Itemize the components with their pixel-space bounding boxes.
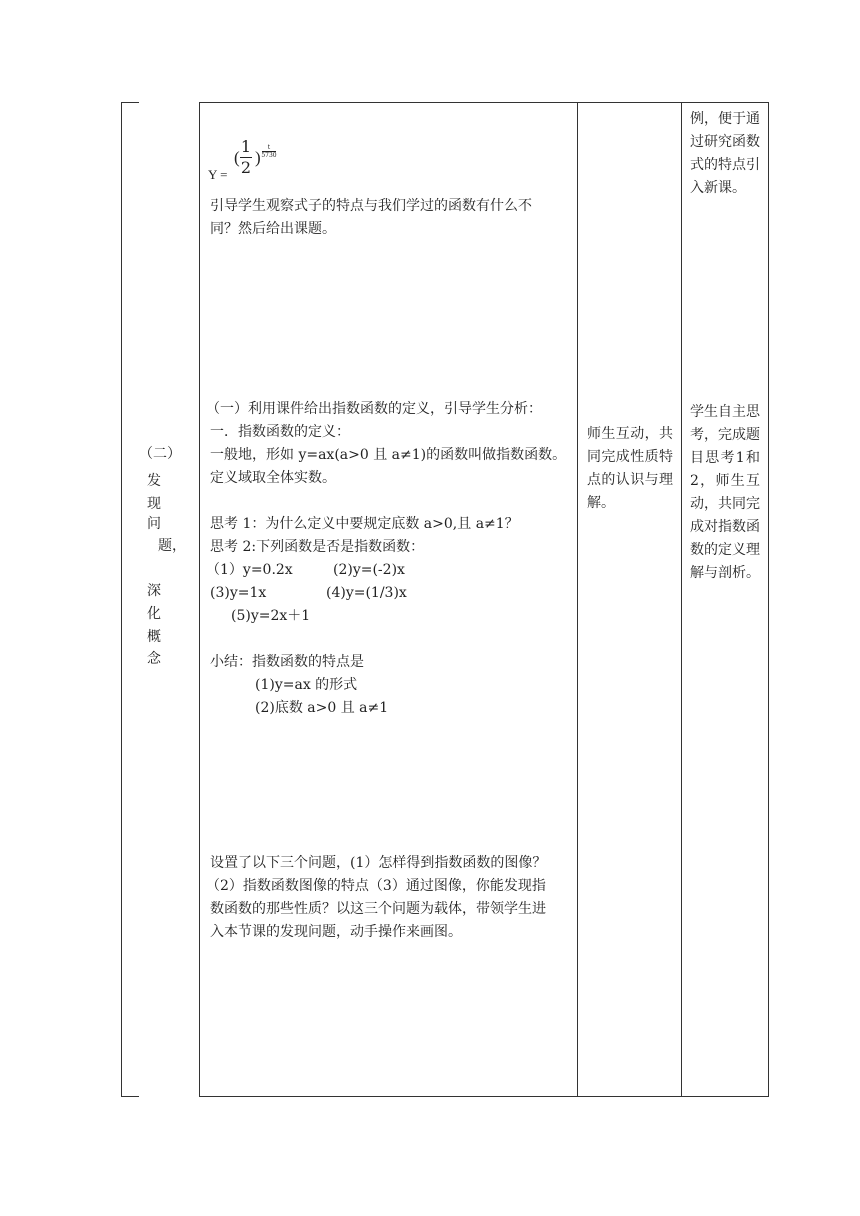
- column-divider-2: [577, 102, 578, 1097]
- stage-label-line: 题，: [158, 538, 186, 554]
- formula-exponent: [261, 144, 277, 159]
- stage-label-line: 化: [147, 606, 161, 622]
- stage-label-line: 问: [147, 516, 161, 532]
- formula-lhs: Y =: [208, 167, 228, 182]
- intro-line: 同？然后给出课题。: [210, 221, 336, 237]
- example-2: (2)y=(-2)x: [333, 562, 405, 578]
- graph-question-line: 设置了以下三个问题，(1）怎样得到指数函数的图像？: [210, 855, 547, 871]
- teacher-activity-text: 师生互动，共同完成性质特点的认识与理解。: [587, 426, 673, 511]
- example-3: (3)y=1x: [210, 585, 267, 601]
- definition-line: 一．指数函数的定义：: [210, 424, 350, 440]
- column-divider-3: [681, 102, 682, 1097]
- graph-question-line: （2）指数函数图像的特点（3）通过图像，你能发现指: [206, 878, 546, 894]
- definition-line: （一）利用课件给出指数函数的定义，引导学生分析：: [206, 401, 542, 417]
- stage-label-line: 深: [147, 583, 161, 599]
- table-left-border: [121, 102, 122, 1097]
- graph-question-line: 数函数的那些性质？以这三个问题为载体，带领学生进: [210, 901, 546, 917]
- stage-label-line: 现: [147, 496, 161, 512]
- design-intent-definition: 学生自主思考，完成题目思考1和2，师生互动，共同完成对指数函数的定义理解与剖析。: [690, 404, 760, 581]
- definition-line: 定义域取全体实数。: [210, 470, 336, 486]
- think-question-2: 思考 2:下列函数是否是指数函数：: [210, 539, 425, 555]
- stage-label-line: 发: [147, 473, 161, 489]
- column-divider-1: [199, 102, 200, 1097]
- stage-label-line: 概: [147, 629, 161, 645]
- content-cell-bottom-border: [199, 1096, 769, 1097]
- formula-close-paren: ): [255, 148, 261, 167]
- content-cell-top-border: [199, 102, 769, 103]
- example-5: (5)y=2x＋1: [231, 608, 311, 624]
- definition-line: 一般地，形如 y=ax(a>0 且 a≠1)的函数叫做指数函数。: [210, 447, 567, 463]
- table-right-border: [768, 102, 769, 1097]
- formula-numerator: 1: [240, 137, 252, 156]
- table-top-stub: [121, 102, 139, 103]
- summary-line: (2)底数 a>0 且 a≠1: [255, 700, 389, 716]
- example-4: (4)y=(1/3)x: [326, 585, 407, 601]
- intro-line: 引导学生观察式子的特点与我们学过的函数有什么不: [210, 198, 532, 214]
- formula-fraction: [240, 138, 252, 177]
- example-1: （1）y=0.2x: [206, 562, 293, 578]
- table-bottom-stub: [121, 1096, 139, 1097]
- stage-label-line: 念: [147, 651, 161, 667]
- design-intent-top: 例，便于通过研究函数式的特点引入新课。: [690, 111, 760, 196]
- graph-question-line: 入本节课的发现问题，动手操作来画图。: [210, 924, 462, 940]
- stage-label-line: （二）: [139, 446, 181, 462]
- formula-denominator: 2: [240, 158, 252, 177]
- summary-line: (1)y=ax 的形式: [255, 677, 358, 693]
- summary-line: 小结：指数函数的特点是: [210, 654, 364, 670]
- think-question-1: 思考 1：为什么定义中要规定底数 a>0,且 a≠1？: [210, 516, 519, 532]
- exponent-bottom: 5730: [261, 152, 277, 159]
- exponent-top: t: [267, 144, 271, 151]
- formula-open-paren: (: [234, 148, 240, 167]
